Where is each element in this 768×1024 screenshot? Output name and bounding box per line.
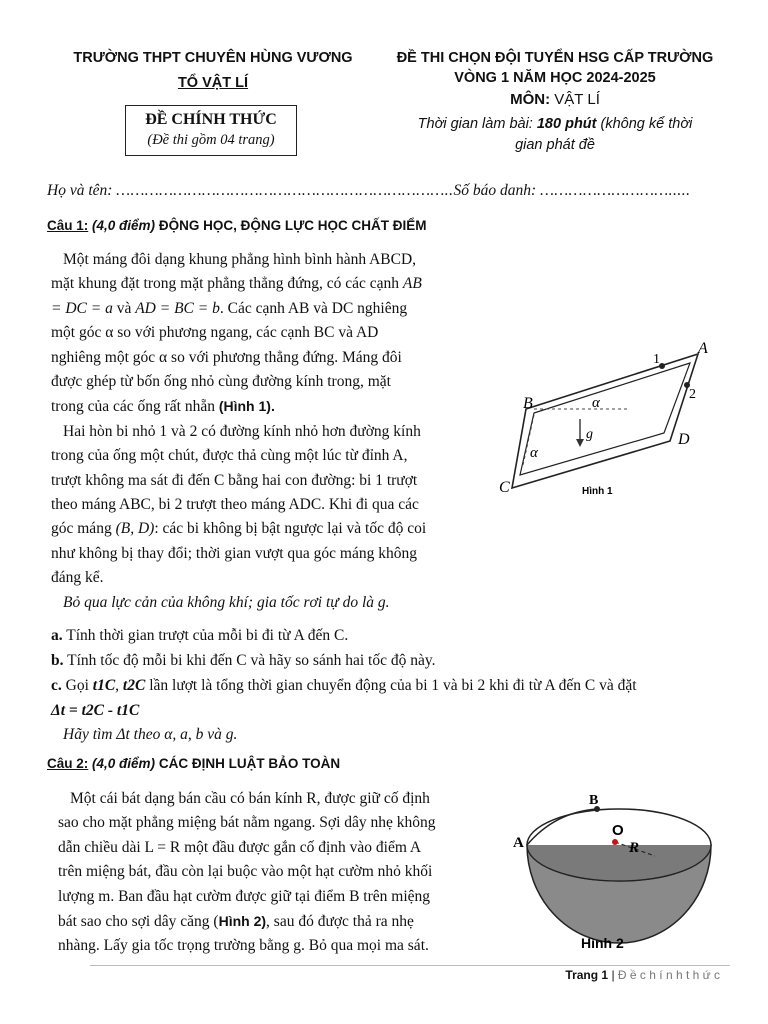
label-B: B	[589, 793, 599, 808]
footer-separator: |	[611, 968, 615, 982]
q1-line: mặt khung đặt trong mặt phẳng thẳng đứng, có các cạnh AB	[51, 275, 422, 293]
q2-line: sao cho mặt phẳng miệng bát nằm ngang. Sợi dây nhẹ không	[58, 814, 436, 832]
department-text: TỔ VẬT LÍ	[177, 75, 249, 91]
q2-points: (4,0 điểm)	[92, 756, 156, 771]
exam-title-1: ĐỀ THI CHỌN ĐỘI TUYỂN HSG CẤP TRƯỜNG	[396, 50, 714, 66]
label-g: g	[586, 427, 593, 442]
q1-line: theo máng ABC, bi 2 trượt theo máng ADC. Khi đi qua các	[51, 496, 419, 514]
label-O: O	[612, 822, 624, 839]
pages-note: (Đề thi gồm 04 trang)	[147, 132, 275, 148]
figure-1-caption: Hình 1	[582, 486, 613, 497]
q1-body	[51, 248, 481, 615]
time-value: 180 phút	[536, 116, 597, 132]
footer	[565, 968, 720, 982]
q1-label: Câu 1:	[47, 218, 89, 233]
label-B: B	[523, 395, 533, 412]
id-field: ……………………….....	[540, 182, 691, 199]
q1-line: Một máng đôi dạng khung phẳng hình bình hành ABCD,	[63, 251, 417, 268]
q1-line: như không bị thay đổi; thời gian vượt qua góc máng không	[51, 544, 417, 562]
q1-line: Hai hòn bi nhỏ 1 và 2 có đường kính nhỏ hơn đường kính	[63, 422, 421, 440]
q2-line: lượng m. Ban đầu hạt cườm được giữ tại điểm B trên miệng	[58, 887, 430, 905]
page-number: Trang 1	[565, 968, 609, 982]
subject-value: VẬT LÍ	[554, 91, 600, 108]
q1-line: đáng kể.	[51, 569, 104, 587]
name-label: Họ và tên:	[47, 182, 113, 199]
time-note-2: gian phát đề	[515, 137, 595, 153]
school-name: TRƯỜNG THPT CHUYÊN HÙNG VƯƠNG	[73, 50, 353, 66]
q2-line: dẫn chiều dài L = R một đầu được gắn cố định vào điểm A	[58, 838, 422, 856]
label-R: R	[629, 840, 640, 856]
q1-part-b: b. Tính tốc độ mỗi bi khi đến C và hãy so sánh hai tốc độ này.	[51, 652, 436, 669]
label-A: A	[513, 835, 524, 851]
q1-line: trong của các ống rất nhẵn (Hình 1).	[51, 398, 275, 416]
label-alpha-left: α	[530, 445, 538, 461]
name-field: ……………………………………………………………..	[116, 182, 454, 199]
q1-title: ĐỘNG HỌC, ĐỘNG LỰC HỌC CHẤT ĐIỂM	[158, 218, 427, 233]
figure-1-parallelogram	[490, 335, 720, 505]
label-alpha-top: α	[592, 395, 600, 411]
department-name	[58, 74, 368, 93]
figure-2-bowl	[505, 790, 720, 960]
subject-line	[390, 90, 720, 110]
student-info-line	[47, 179, 727, 203]
q2-line: Một cái bát dạng bán cầu có bán kính R, được giữ cố định	[70, 790, 430, 807]
frame-inner	[520, 363, 690, 475]
time-label: Thời gian làm bài:	[417, 116, 533, 132]
time-line	[390, 114, 720, 156]
q1-line: Bỏ qua lực cản của không khí; gia tốc rơi tự do là g.	[63, 593, 390, 611]
q1-line: được ghép từ bốn ống nhỏ cùng đường kính trong, mặt	[51, 373, 391, 391]
q2-line: nhàng. Lấy gia tốc trọng trường bằng g. Bỏ qua mọi ma sát.	[58, 937, 429, 955]
q1-line: nghiêng một góc α so với phương thẳng đứng. Máng đôi	[51, 348, 402, 366]
q1-line: một góc α so với phương ngang, các cạnh BC và AD	[51, 324, 379, 342]
q1-line: góc máng (B, D): các bi không bị bật ngược lại và tốc độ coi	[51, 520, 427, 538]
q2-line: bát sao cho sợi dây căng (Hình 2), sau đó được thả ra nhẹ	[58, 913, 414, 931]
q1-line: trong của ống một chút, được thả cùng một lúc từ đỉnh A,	[51, 447, 408, 465]
q1-heading	[47, 218, 427, 233]
official-box	[125, 105, 297, 156]
footer-rule	[90, 965, 730, 966]
label-1: 1	[653, 352, 660, 367]
q2-line: trên miệng bát, đầu còn lại buộc vào một hạt cườm nhỏ khối	[58, 863, 433, 881]
q1-part-c: c. Gọi t1C, t2C lần lượt là tổng thời gian chuyển động của bi 1 và bi 2 khi đi từ A đến C và đặt	[51, 677, 637, 694]
official-title: ĐỀ CHÍNH THỨC	[145, 111, 277, 128]
q1-line: trượt không ma sát đi đến C bằng hai con đường: bi 1 trượt	[51, 471, 418, 489]
q1-part-a: a. Tính thời gian trượt của mỗi bi đi từ A đến C.	[51, 627, 349, 644]
label-C: C	[499, 479, 510, 496]
label-D: D	[678, 431, 690, 448]
label-A: A	[698, 340, 708, 357]
q2-label: Câu 2:	[47, 756, 89, 771]
subject-label: MÔN:	[510, 91, 551, 108]
center-O	[612, 839, 618, 845]
id-label: Số báo danh:	[453, 182, 537, 199]
q1-points: (4,0 điểm)	[92, 218, 156, 233]
figure-2-caption: Hình 2	[581, 935, 624, 951]
q1-find: Hãy tìm Δt theo α, a, b và g.	[63, 726, 238, 743]
time-note-1: (không kể thời	[600, 116, 693, 132]
q1-line: = DC = a và AD = BC = b. Các cạnh AB và DC nghiêng	[51, 299, 408, 317]
exam-title-2: VÒNG 1 NĂM HỌC 2024-2025	[454, 70, 656, 86]
label-2: 2	[689, 387, 696, 402]
q2-title: CÁC ĐỊNH LUẬT BẢO TOÀN	[158, 756, 341, 771]
q1-formula: Δt = t2C - t1C	[51, 702, 140, 719]
frame-outer	[512, 354, 698, 488]
q2-heading	[47, 756, 340, 771]
footer-label: Đ ề c h í n h t h ứ c	[617, 968, 720, 982]
q2-body	[58, 787, 490, 959]
